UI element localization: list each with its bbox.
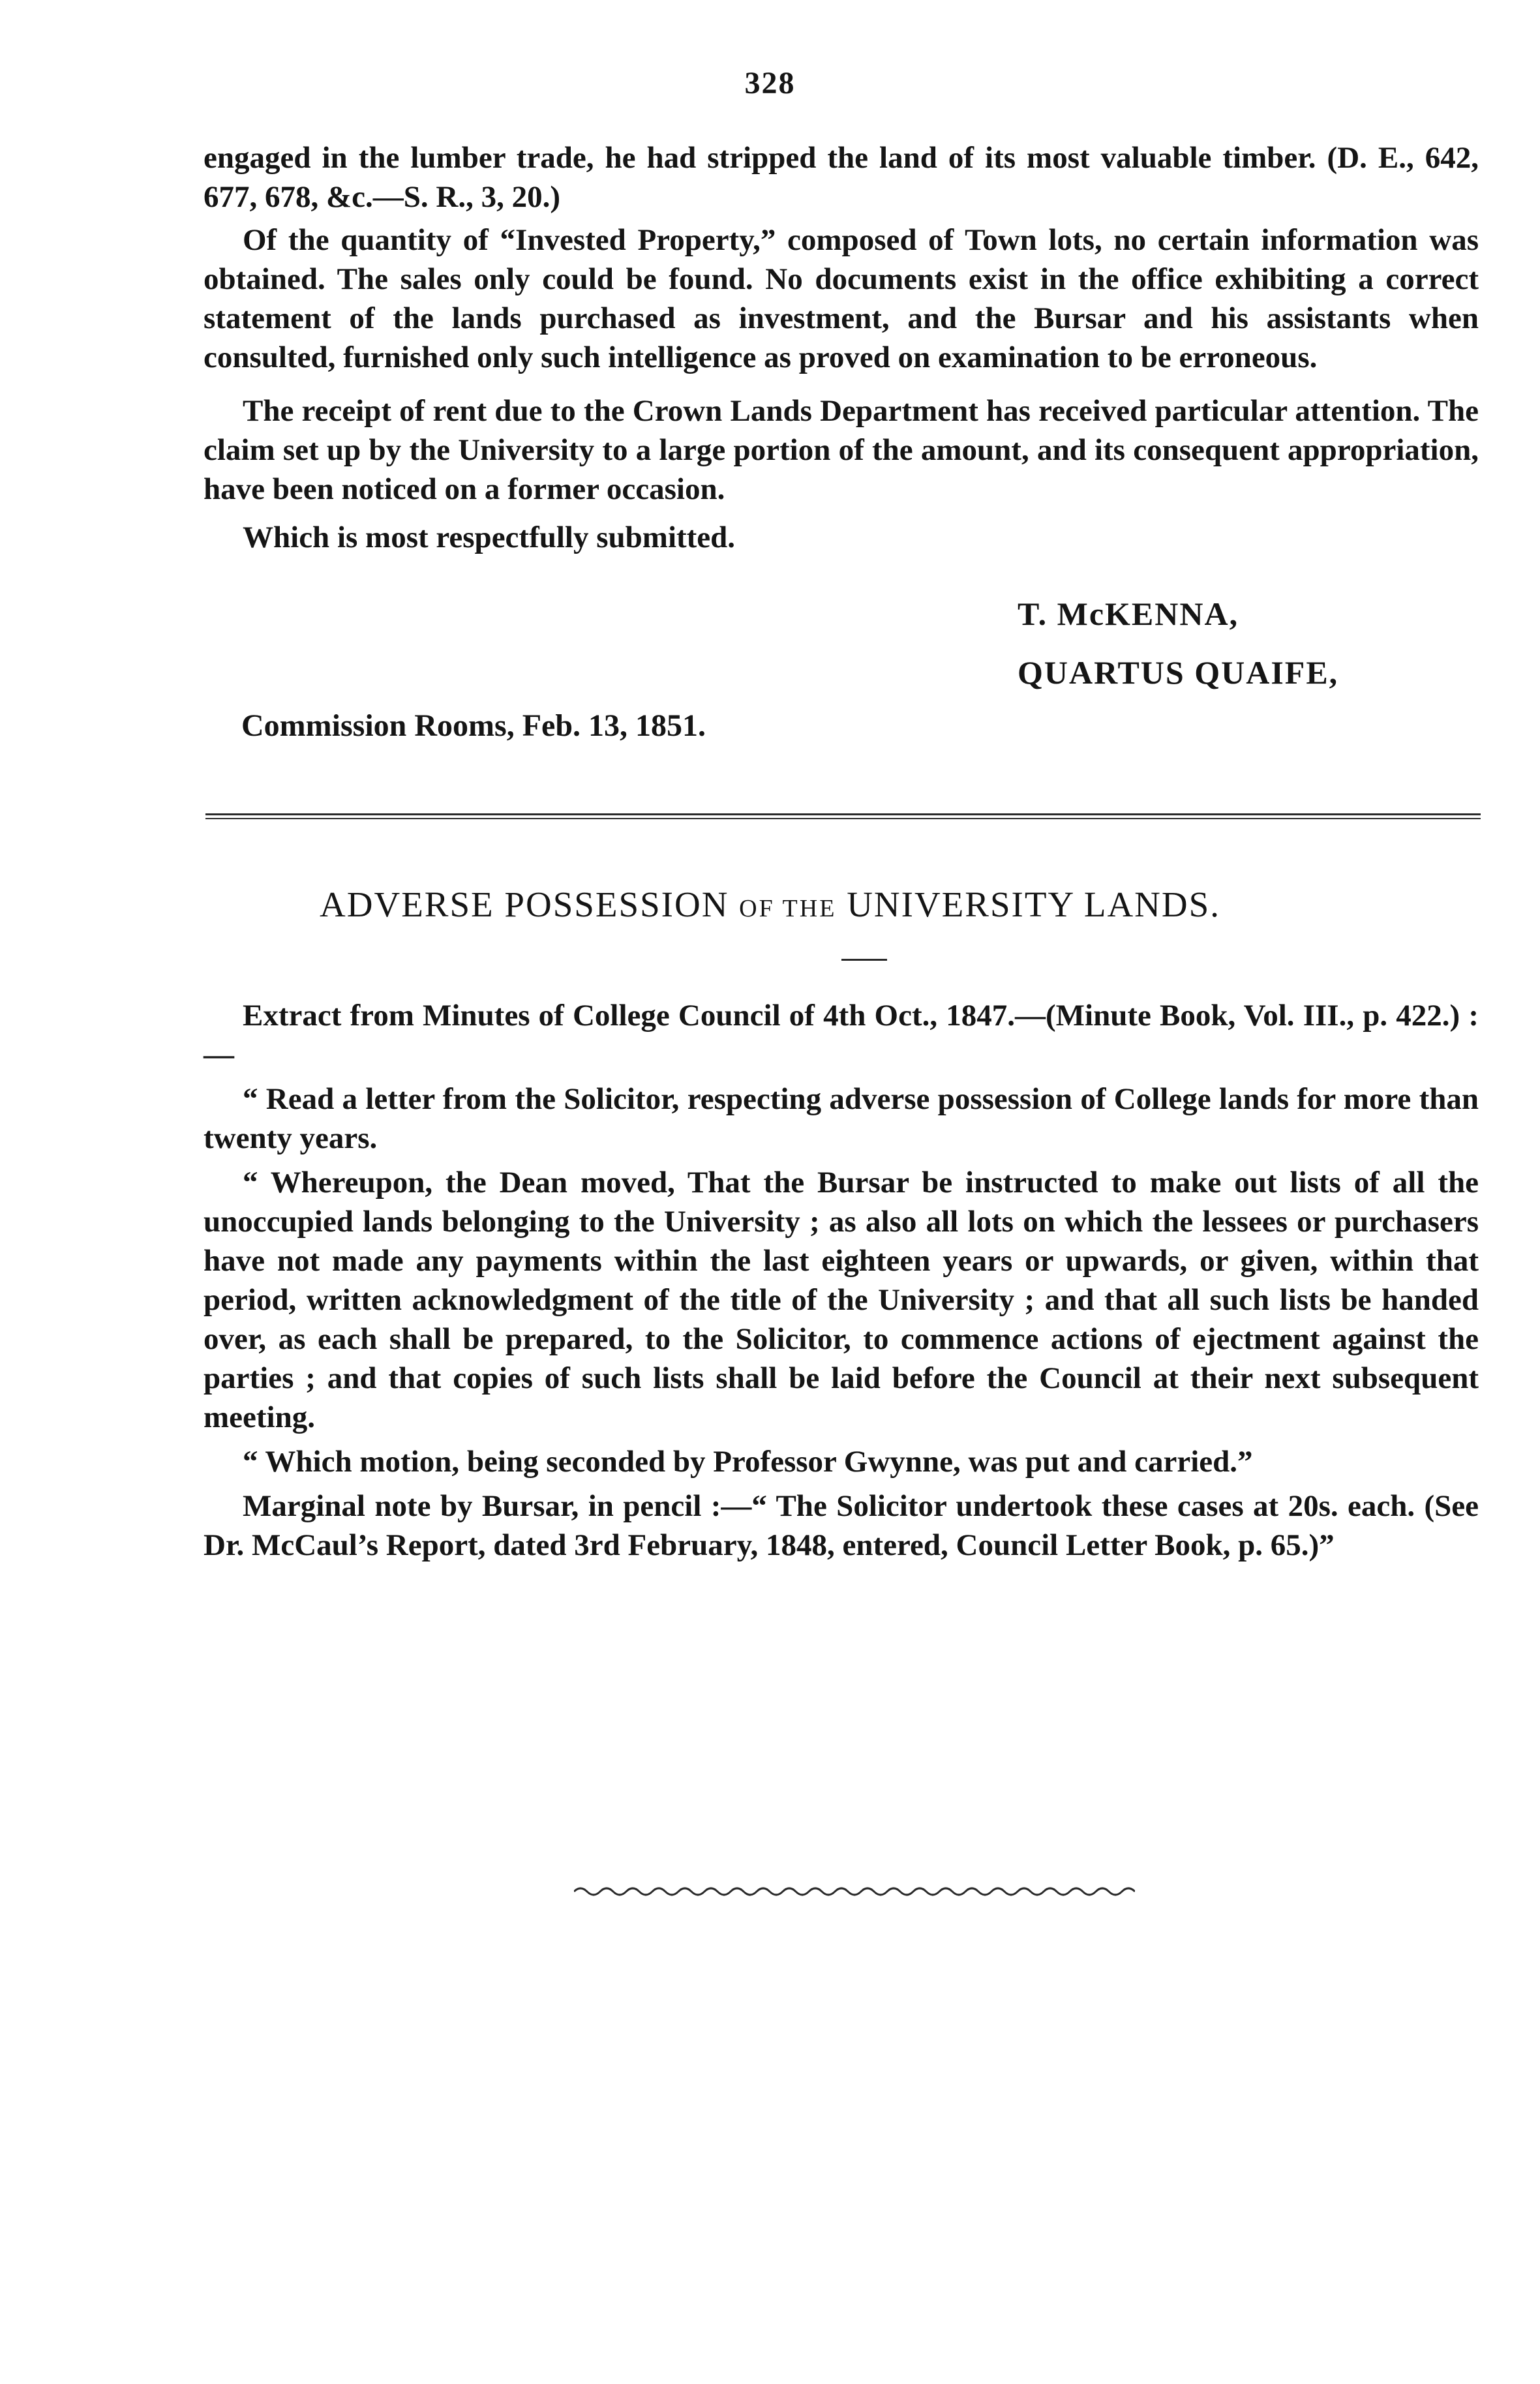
- section-title: [0, 884, 1540, 925]
- signature-quaife: QUARTUS QUAIFE,: [1018, 654, 1339, 691]
- quote-dean-motion: “ Whereupon, the Dean moved, That the Bursar be instructed to make out lists of all the unoccupied lands belonging to the University ; as also all lots on which the lessees or purchasers have not made any payments within the last eighteen years or upwards, or given, within that period, written acknowledgment of the title of the University ; and that all such lists be handed over, as each shall be prepared, to the Solicitor, to commence actions of ejectment against the parties ; and that copies of such lists shall be laid before the Council at their next subsequent meeting.: [204, 1166, 1479, 1434]
- title-dash: [841, 959, 887, 961]
- wavy-end-rule: [574, 1882, 1135, 1901]
- quote-read-letter: “ Read a letter from the Solicitor, respecting adverse possession of College lands for more than twenty years.: [204, 1082, 1479, 1155]
- paragraph-invested-property: Of the quantity of “Invested Property,” composed of Town lots, no certain information was obtained. The sales only could be found. No documents exist in the office exhibiting a correct statement of the lands purchased as investment, and the Bursar and his assistants when consulted, furnished only such intelligence as proved on examination to be erroneous.: [204, 223, 1479, 374]
- section-title-part-3: UNIVERSITY LANDS.: [847, 884, 1220, 924]
- quote-motion-carried: “ Which motion, being seconded by Professor Gwynne, was put and carried.”: [243, 1445, 1253, 1479]
- report-conclusion: [204, 138, 1479, 557]
- marginal-note: Marginal note by Bursar, in pencil :—“ The Solicitor undertook these cases at 20s. each. (See Dr. McCaul’s Report, dated 3rd February, 1848, entered, Council Letter Book, p. 65.)”: [204, 1489, 1479, 1562]
- adverse-possession-body: [204, 996, 1479, 1565]
- paragraph-lumber-trade: engaged in the lumber trade, he had stripped the land of its most valuable timber. (D. E., 642, 677, 678, &c.—S. R., 3, 20.): [204, 141, 1479, 214]
- section-title-part-2: OF THE: [739, 895, 837, 922]
- commission-date-line: Commission Rooms, Feb. 13, 1851.: [241, 708, 706, 743]
- extract-intro: Extract from Minutes of College Council of 4th Oct., 1847.—(Minute Book, Vol. III., p. 422.) :—: [204, 999, 1479, 1072]
- paragraph-submitted: Which is most respectfully submitted.: [243, 521, 736, 554]
- signature-mckenna: T. McKENNA,: [1018, 596, 1239, 632]
- section-title-part-1: ADVERSE POSSESSION: [320, 884, 729, 924]
- section-divider-rule-thin: [205, 818, 1481, 819]
- section-divider-rule: [205, 813, 1481, 815]
- page-number: 328: [744, 66, 796, 100]
- paragraph-crown-lands-rent: The receipt of rent due to the Crown Lands Department has received particular attention. The claim set up by the University to a large portion of the amount, and its consequent appropriation, have been noticed on a former occasion.: [204, 394, 1479, 506]
